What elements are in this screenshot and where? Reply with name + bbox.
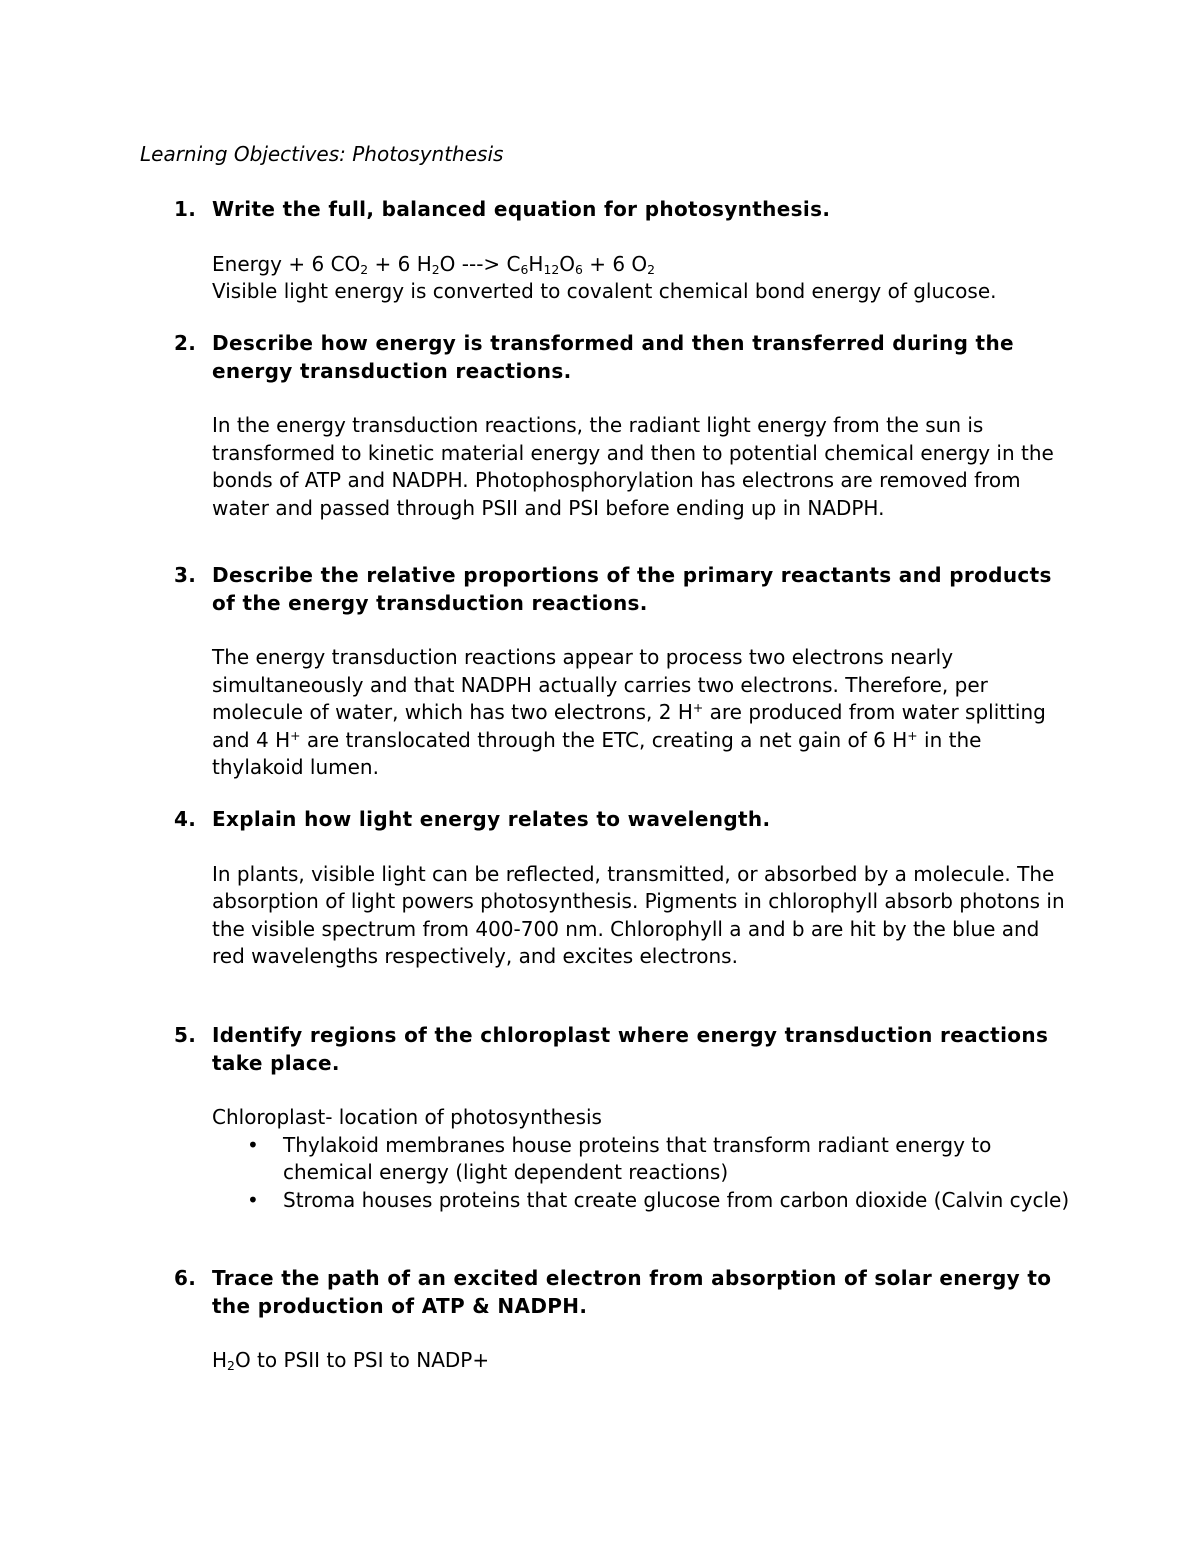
question-1 xyxy=(174,196,1074,306)
photosynthesis-equation: Energy + 6 $CO_2 + 6$ $H_2O$ ---> $C_6H_{12}O_6 + 6$ $O_2$ xyxy=(212,251,656,277)
question-number: 4. xyxy=(174,807,197,831)
answer-text: The energy transduction reactions appear to process two electrons nearly simultaneously and that NADPH actually carries two electrons. Therefore, per molecule of water, which has two electrons, 2 H+ are produced from water splitting and 4 H+ are translocated through the ETC, creating a net gain of 6 H+ in the thylakoid lumen. xyxy=(212,645,1046,779)
question-number: 3. xyxy=(174,563,197,587)
answer-text: In plants, visible light can be reflected, transmitted, or absorbed by a molecule. The absorption of light powers photosynthesis. Pigments in chlorophyll absorb photons in the visible spectrum from 400-700 nm. Chlorophyll a and b are hit by the blue and red wavelengths respectively, and excites electrons. xyxy=(212,861,1065,968)
question-number: 2. xyxy=(174,331,197,355)
answer-block xyxy=(212,251,1074,306)
answer-block xyxy=(212,644,1074,782)
question-number: 1. xyxy=(174,197,197,221)
list-item-text: Stroma houses proteins that create glucose from carbon dioxide (Calvin cycle) xyxy=(283,1187,1070,1212)
answer-block xyxy=(212,1347,1074,1375)
question-text: Trace the path of an excited electron from absorption of solar energy to the production of ATP & NADPH. xyxy=(212,1266,1052,1318)
answer-block xyxy=(212,1104,1074,1214)
question-text: Write the full, balanced equation for photosynthesis. xyxy=(212,197,831,221)
question-heading xyxy=(174,806,1074,834)
bullet-icon: • xyxy=(247,1132,259,1157)
answer-block xyxy=(212,412,1074,522)
answer-text: Visible light energy is converted to covalent chemical bond energy of glucose. xyxy=(212,279,997,303)
answer-text: Chloroplast- location of photosynthesis xyxy=(212,1105,602,1129)
question-heading xyxy=(174,196,1074,224)
answer-text: In the energy transduction reactions, the radiant light energy from the sun is transformed to kinetic material energy and then to potential chemical energy in the bonds of ATP and NADPH. Photophosphorylation has electrons are removed from water and passed through PSII and PSI before ending up in NADPH. xyxy=(212,413,1054,520)
question-2 xyxy=(174,330,1074,522)
list-item xyxy=(212,1132,1074,1187)
question-heading xyxy=(174,1265,1074,1320)
bullet-icon: • xyxy=(247,1187,259,1212)
list-item xyxy=(212,1187,1074,1215)
question-heading xyxy=(174,562,1074,617)
question-number: 6. xyxy=(174,1266,197,1290)
answer-block xyxy=(212,861,1074,971)
document-title: Learning Objectives: Photosynthesis xyxy=(140,142,504,166)
question-heading xyxy=(174,330,1074,385)
bullet-list xyxy=(212,1132,1074,1215)
question-text: Identify regions of the chloroplast where energy transduction reactions take place. xyxy=(212,1023,1049,1075)
question-text: Describe how energy is transformed and then transferred during the energy transduction reactions. xyxy=(212,331,1014,383)
answer-text: $H_2O$ to PSII to PSI to NADP+ xyxy=(212,1348,490,1374)
question-heading xyxy=(174,1022,1074,1077)
question-3 xyxy=(174,562,1074,782)
question-number: 5. xyxy=(174,1023,197,1047)
question-5 xyxy=(174,1022,1074,1214)
list-item-text: Thylakoid membranes house proteins that transform radiant energy to chemical energy (light dependent reactions) xyxy=(283,1132,992,1184)
question-4 xyxy=(174,806,1074,971)
question-text: Explain how light energy relates to wavelength. xyxy=(212,807,771,831)
question-6 xyxy=(174,1265,1074,1375)
question-text: Describe the relative proportions of the primary reactants and products of the energy transduction reactions. xyxy=(212,563,1052,615)
